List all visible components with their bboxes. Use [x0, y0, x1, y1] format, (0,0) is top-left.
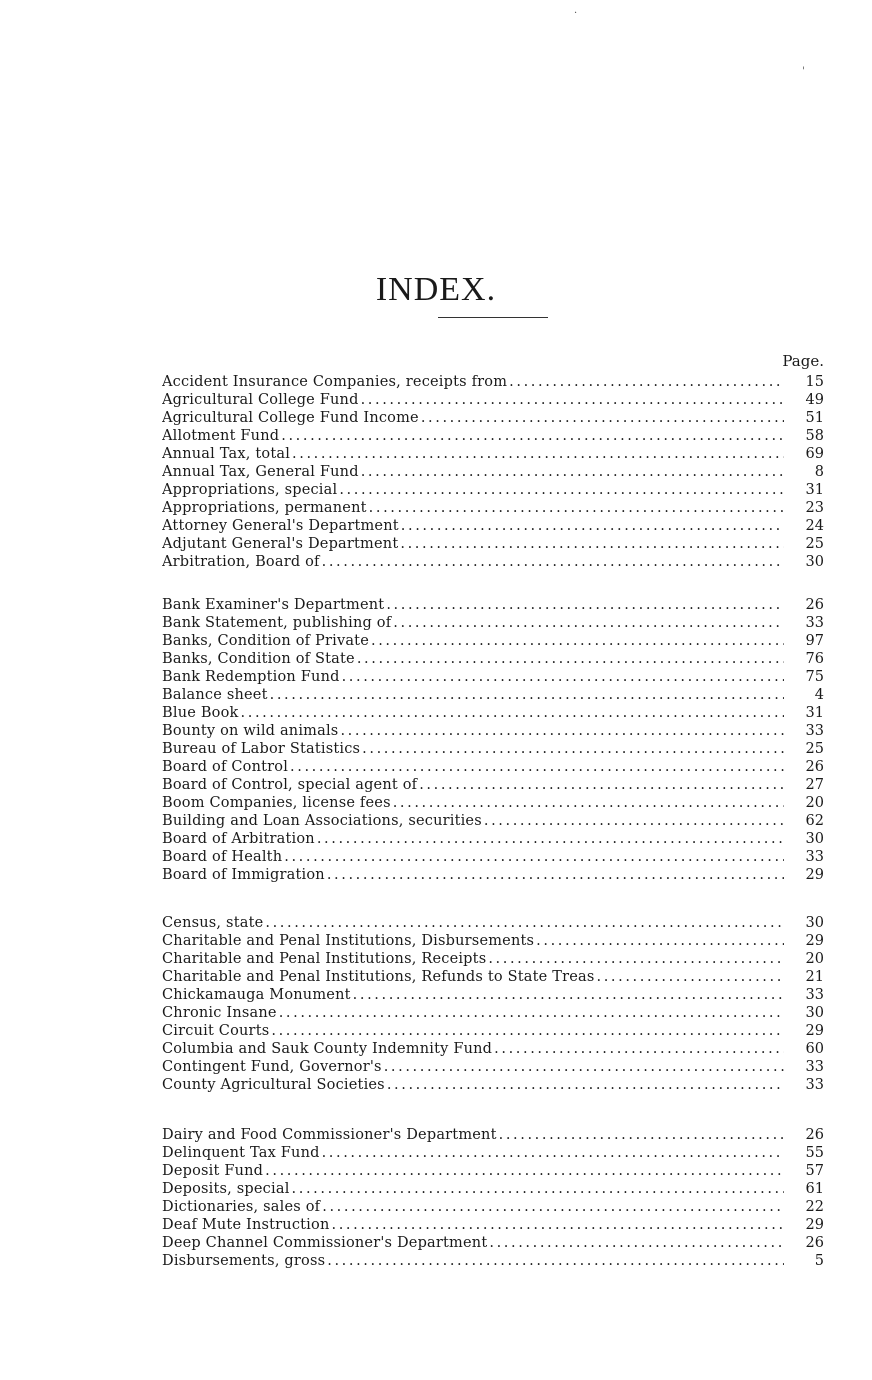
index-group-a	[162, 373, 824, 571]
index-entry	[162, 776, 824, 794]
entry-page-number: 24	[805, 518, 824, 534]
index-entry	[162, 427, 824, 445]
dot-leader	[384, 1058, 784, 1076]
entry-label: Banks, Condition of State	[162, 651, 355, 667]
entry-page-number: 57	[805, 1163, 824, 1179]
dot-leader	[494, 1040, 784, 1058]
entry-label: Banks, Condition of Private	[162, 633, 369, 649]
entry-page-number: 27	[805, 777, 824, 793]
index-entry	[162, 1234, 824, 1252]
entry-label: Circuit Courts	[162, 1023, 270, 1039]
entry-page-number: 26	[805, 1235, 824, 1251]
entry-label: Attorney General's Department	[162, 518, 399, 534]
entry-page-number: 33	[805, 1059, 824, 1075]
index-entry	[162, 758, 824, 776]
entry-page-number: 21	[805, 969, 824, 985]
dot-leader	[536, 932, 784, 950]
entry-label: Board of Health	[162, 849, 283, 865]
entry-label: Appropriations, permanent	[162, 500, 367, 516]
entry-page-number: 61	[805, 1181, 824, 1197]
index-entry	[162, 830, 824, 848]
entry-page-number: 51	[805, 410, 824, 426]
dot-leader	[488, 950, 784, 968]
entry-page-number: 15	[805, 374, 824, 390]
entry-label: Board of Control, special agent of	[162, 777, 418, 793]
index-entry	[162, 986, 824, 1004]
index-entry	[162, 463, 824, 481]
entry-label: Adjutant General's Department	[162, 536, 399, 552]
dot-leader	[292, 445, 784, 463]
dot-leader	[265, 1162, 784, 1180]
entry-page-number: 25	[805, 536, 824, 552]
entry-page-number: 33	[805, 723, 824, 739]
index-entry	[162, 499, 824, 517]
index-entry	[162, 1022, 824, 1040]
entry-page-number: 30	[805, 915, 824, 931]
entry-label: Deposit Fund	[162, 1163, 264, 1179]
entry-label: Charitable and Penal Institutions, Disbursements	[162, 933, 535, 949]
index-entry	[162, 1162, 824, 1180]
entry-page-number: 31	[805, 705, 824, 721]
dot-leader	[281, 427, 784, 445]
dot-leader	[387, 1076, 784, 1094]
entry-page-number: 29	[805, 867, 824, 883]
index-entry	[162, 812, 824, 830]
entry-label: Census, state	[162, 915, 264, 931]
entry-label: Boom Companies, license fees	[162, 795, 391, 811]
dot-leader	[393, 794, 784, 812]
entry-page-number: 26	[805, 1127, 824, 1143]
entry-page-number: 4	[814, 687, 824, 703]
entry-page-number: 60	[805, 1041, 824, 1057]
entry-page-number: 5	[814, 1253, 824, 1269]
dot-leader	[499, 1126, 784, 1144]
index-entry	[162, 740, 824, 758]
entry-label: Chickamauga Monument	[162, 987, 351, 1003]
entry-page-number: 31	[805, 482, 824, 498]
page-column-header: Page.	[782, 352, 824, 370]
dot-leader	[419, 776, 784, 794]
entry-page-number: 29	[805, 933, 824, 949]
dot-leader	[401, 517, 784, 535]
entry-label: Board of Arbitration	[162, 831, 315, 847]
dot-leader	[241, 704, 784, 722]
entry-label: Balance sheet	[162, 687, 268, 703]
entry-page-number: 20	[805, 951, 824, 967]
dot-leader	[489, 1234, 784, 1252]
index-entry	[162, 722, 824, 740]
dot-leader	[484, 812, 784, 830]
scan-speck: ·	[574, 8, 578, 19]
index-entry	[162, 517, 824, 535]
entry-page-number: 25	[805, 741, 824, 757]
entry-label: Arbitration, Board of	[162, 554, 320, 570]
entry-page-number: 97	[805, 633, 824, 649]
index-group-c	[162, 914, 824, 1094]
index-entry	[162, 866, 824, 884]
entry-label: Deep Channel Commissioner's Department	[162, 1235, 488, 1251]
entry-label: Allotment Fund	[162, 428, 280, 444]
dot-leader	[271, 1022, 784, 1040]
title-rule	[438, 317, 548, 318]
index-entry	[162, 932, 824, 950]
dot-leader	[265, 914, 784, 932]
index-entry	[162, 373, 824, 391]
entry-page-number: 29	[805, 1217, 824, 1233]
dot-leader	[342, 668, 784, 686]
index-entry	[162, 1004, 824, 1022]
dot-leader	[596, 968, 784, 986]
dot-leader	[322, 1198, 784, 1216]
entry-label: Deposits, special	[162, 1181, 290, 1197]
entry-label: Building and Loan Associations, securities	[162, 813, 482, 829]
entry-page-number: 33	[805, 615, 824, 631]
entry-label: Board of Immigration	[162, 867, 325, 883]
entry-label: Bank Statement, publishing of	[162, 615, 392, 631]
entry-page-number: 30	[805, 831, 824, 847]
entry-label: Bounty on wild animals	[162, 723, 339, 739]
dot-leader	[290, 758, 784, 776]
index-entry	[162, 1198, 824, 1216]
dot-leader	[327, 866, 784, 884]
entry-page-number: 26	[805, 597, 824, 613]
dot-leader	[509, 373, 784, 391]
index-entry	[162, 409, 824, 427]
index-entry	[162, 1144, 824, 1162]
dot-leader	[270, 686, 784, 704]
entry-page-number: 33	[805, 987, 824, 1003]
dot-leader	[386, 596, 784, 614]
index-entry	[162, 391, 824, 409]
dot-leader	[292, 1180, 784, 1198]
index-entry	[162, 1040, 824, 1058]
index-entry	[162, 1216, 824, 1234]
entry-page-number: 55	[805, 1145, 824, 1161]
entry-label: Bank Examiner's Department	[162, 597, 385, 613]
entry-label: Contingent Fund, Governor's	[162, 1059, 382, 1075]
entry-label: Dairy and Food Commissioner's Department	[162, 1127, 497, 1143]
entry-label: Agricultural College Fund	[162, 392, 359, 408]
entry-label: Charitable and Penal Institutions, Receipts	[162, 951, 487, 967]
dot-leader	[353, 986, 784, 1004]
entry-label: Board of Control	[162, 759, 289, 775]
entry-label: Delinquent Tax Fund	[162, 1145, 320, 1161]
dot-leader	[362, 740, 784, 758]
entry-page-number: 75	[805, 669, 824, 685]
dot-leader	[322, 553, 784, 571]
entry-page-number: 49	[805, 392, 824, 408]
entry-page-number: 33	[805, 1077, 824, 1093]
entry-label: Agricultural College Fund Income	[162, 410, 419, 426]
index-entry	[162, 445, 824, 463]
index-entry	[162, 1126, 824, 1144]
index-group-d	[162, 1126, 824, 1270]
entry-page-number: 69	[805, 446, 824, 462]
dot-leader	[361, 391, 784, 409]
entry-page-number: 76	[805, 651, 824, 667]
entry-page-number: 23	[805, 500, 824, 516]
dot-leader	[317, 830, 784, 848]
dot-leader	[322, 1144, 784, 1162]
dot-leader	[369, 499, 784, 517]
index-entry	[162, 848, 824, 866]
entry-label: Accident Insurance Companies, receipts from	[162, 374, 508, 390]
dot-leader	[279, 1004, 784, 1022]
dot-leader	[284, 848, 784, 866]
entry-page-number: 29	[805, 1023, 824, 1039]
entry-label: Chronic Insane	[162, 1005, 277, 1021]
entry-page-number: 20	[805, 795, 824, 811]
dot-leader	[327, 1252, 784, 1270]
index-entry	[162, 1180, 824, 1198]
index-entry	[162, 1252, 824, 1270]
entry-page-number: 30	[805, 1005, 824, 1021]
index-entry	[162, 553, 824, 571]
dot-leader	[421, 409, 784, 427]
entry-page-number: 26	[805, 759, 824, 775]
index-entry	[162, 704, 824, 722]
index-entry	[162, 614, 824, 632]
index-entry	[162, 794, 824, 812]
dot-leader	[400, 535, 784, 553]
dot-leader	[361, 463, 784, 481]
entry-label: Charitable and Penal Institutions, Refunds to State Treas	[162, 969, 595, 985]
entry-label: Blue Book	[162, 705, 239, 721]
entry-label: Dictionaries, sales of	[162, 1199, 321, 1215]
index-group-b	[162, 596, 824, 884]
index-entry	[162, 914, 824, 932]
dot-leader	[357, 650, 784, 668]
index-entry	[162, 686, 824, 704]
entry-label: Annual Tax, total	[162, 446, 291, 462]
dot-leader	[393, 614, 784, 632]
entry-label: Bureau of Labor Statistics	[162, 741, 361, 757]
dot-leader	[332, 1216, 785, 1234]
index-entry	[162, 968, 824, 986]
index-entry	[162, 481, 824, 499]
entry-page-number: 58	[805, 428, 824, 444]
entry-page-number: 62	[805, 813, 824, 829]
dot-leader	[371, 632, 784, 650]
page-title: INDEX.	[375, 270, 497, 308]
index-entry	[162, 950, 824, 968]
entry-label: Deaf Mute Instruction	[162, 1217, 330, 1233]
dot-leader	[339, 481, 784, 499]
entry-label: Annual Tax, General Fund	[162, 464, 359, 480]
index-entry	[162, 1076, 824, 1094]
entry-page-number: 8	[814, 464, 824, 480]
index-entry	[162, 1058, 824, 1076]
entry-page-number: 22	[805, 1199, 824, 1215]
index-entry	[162, 650, 824, 668]
index-entry	[162, 596, 824, 614]
entry-page-number: 30	[805, 554, 824, 570]
entry-label: Disbursements, gross	[162, 1253, 326, 1269]
entry-label: Columbia and Sauk County Indemnity Fund	[162, 1041, 493, 1057]
entry-page-number: 33	[805, 849, 824, 865]
index-entry	[162, 632, 824, 650]
scan-speck: '	[802, 66, 805, 77]
index-entry	[162, 535, 824, 553]
entry-label: Appropriations, special	[162, 482, 338, 498]
entry-label: Bank Redemption Fund	[162, 669, 340, 685]
dot-leader	[340, 722, 784, 740]
index-entry	[162, 668, 824, 686]
entry-label: County Agricultural Societies	[162, 1077, 385, 1093]
